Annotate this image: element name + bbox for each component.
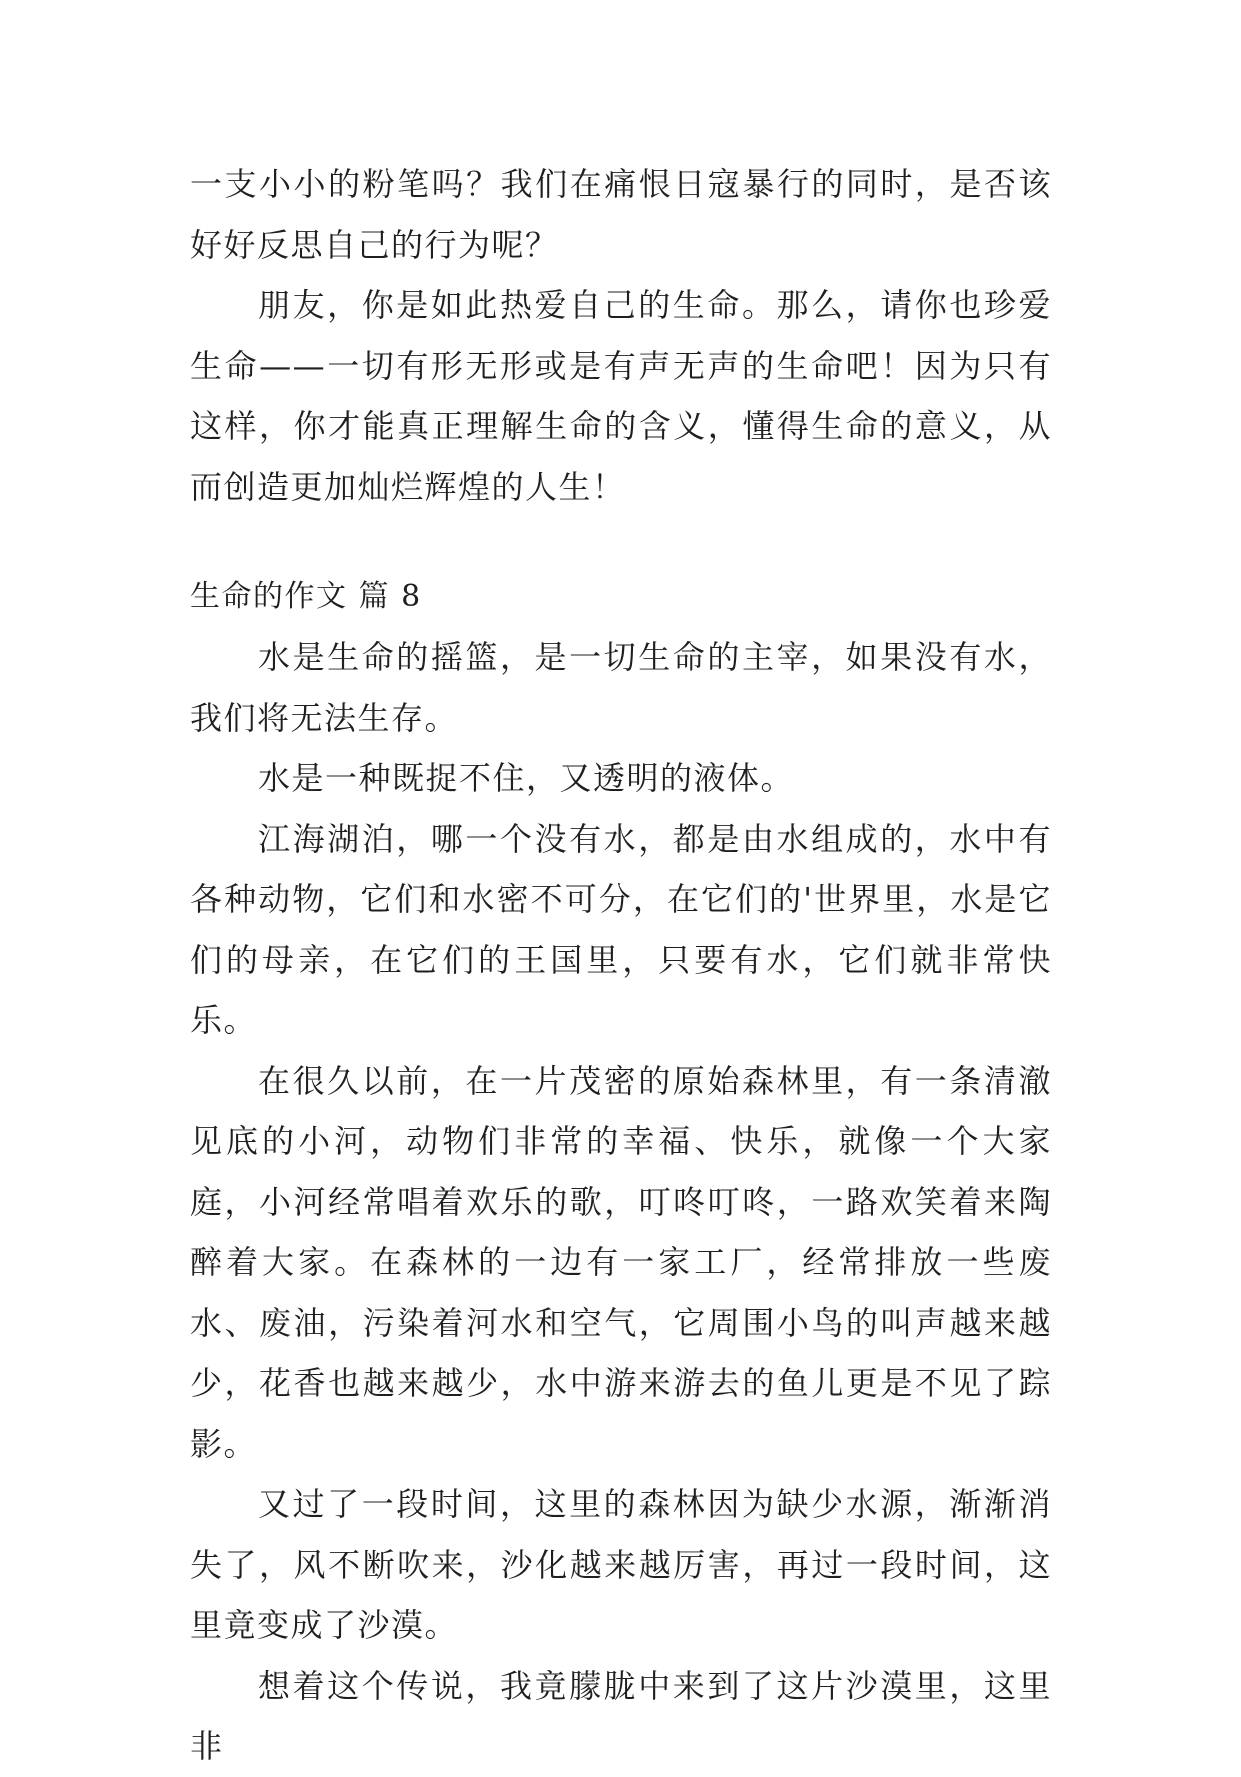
paragraph: 又过了一段时间，这里的森林因为缺少水源，渐渐消失了，风不断吹来，沙化越来越厉害，再过一段时间，这里竟变成了沙漠。 <box>190 1485 1052 1644</box>
paragraph: 朋友，你是如此热爱自己的生命。那么，请你也珍爱生命——一切有形无形或是有声无声的生命吧！因为只有这样，你才能真正理解生命的含义，懂得生命的意义，从而创造更加灿烂辉煌的人生！ <box>190 286 1052 506</box>
paragraph: 想着这个传说，我竟朦胧中来到了这片沙漠里，这里非 <box>190 1666 1052 1765</box>
paragraph: 在很久以前，在一片茂密的原始森林里，有一条清澈见底的小河，动物们非常的幸福、快乐，就像一个大家庭，小河经常唱着欢乐的歌，叮咚叮咚，一路欢笑着来陶醉着大家。在森林的一边有一家工厂，经常排放一些废水、废油，污染着河水和空气，它周围小鸟的叫声越来越少，花香也越来越少，水中游来游去的鱼儿更是不见了踪影。 <box>190 1061 1052 1463</box>
paragraph: 水是生命的摇篮，是一切生命的主宰，如果没有水，我们将无法生存。 <box>190 638 1052 737</box>
section-heading: 生命的作文 篇 8 <box>190 579 422 614</box>
paragraph: 江海湖泊，哪一个没有水，都是由水组成的，水中有各种动物，它们和水密不可分，在它们的'世界里，水是它们的母亲，在它们的王国里，只要有水，它们就非常快乐。 <box>190 819 1052 1039</box>
continued-text-block <box>190 154 1052 517</box>
paragraph: 水是一种既捉不住，又透明的液体。 <box>258 759 795 797</box>
paragraph-continued: 一支小小的粉笔吗？我们在痛恨日寇暴行的同时，是否该好好反思自己的行为呢？ <box>190 165 1052 264</box>
essay-section <box>190 567 1052 1777</box>
